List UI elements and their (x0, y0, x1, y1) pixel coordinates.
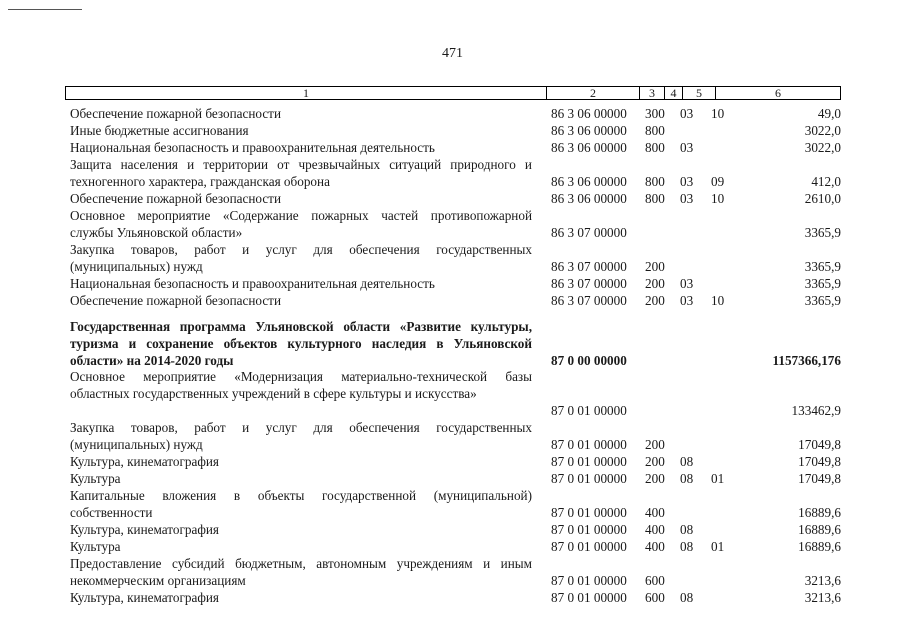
row-code: 86 3 07 00000 (551, 259, 627, 274)
page-number: 471 (442, 46, 463, 61)
row-code: 86 3 06 00000 (551, 191, 627, 206)
row-expense-type: 400 (645, 505, 665, 520)
row-code: 87 0 01 00000 (551, 573, 627, 588)
row-section: 03 (680, 293, 694, 308)
header-col-5: 5 (682, 86, 715, 100)
row-subsection: 10 (711, 191, 725, 206)
row-code: 87 0 01 00000 (551, 471, 627, 486)
row-expense-type: 800 (645, 140, 665, 155)
row-section: 08 (680, 522, 694, 537)
row-description: Основное мероприятие «Модернизация материально-технической базы областных государственных учреждений в сфере культуры и искусства» (70, 369, 532, 401)
row-amount: 17049,8 (798, 454, 841, 469)
row-section: 08 (680, 590, 694, 605)
row-expense-type: 200 (645, 276, 665, 291)
row-code: 87 0 00 00000 (551, 353, 627, 368)
row-description: Защита населения и территории от чрезвычайных ситуаций природного и техногенного характера, гражданская оборона (70, 157, 532, 189)
row-section: 08 (680, 471, 694, 486)
row-expense-type: 200 (645, 293, 665, 308)
row-code: 86 3 07 00000 (551, 225, 627, 240)
row-code: 87 0 01 00000 (551, 437, 627, 452)
row-code: 87 0 01 00000 (551, 454, 627, 469)
row-section: 08 (680, 539, 694, 554)
row-code: 86 3 06 00000 (551, 140, 627, 155)
row-description: Капитальные вложения в объекты государственной (муниципальной) собственности (70, 488, 532, 520)
row-description: Национальная безопасность и правоохранительная деятельность (70, 276, 435, 291)
row-subsection: 10 (711, 293, 725, 308)
row-expense-type: 800 (645, 191, 665, 206)
row-code: 86 3 06 00000 (551, 123, 627, 138)
row-description: Культура, кинематография (70, 454, 219, 469)
row-expense-type: 200 (645, 437, 665, 452)
row-amount: 3022,0 (804, 123, 841, 138)
row-section: 03 (680, 140, 694, 155)
row-description: Закупка товаров, работ и услуг для обеспечения государственных (муниципальных) нужд (70, 242, 532, 274)
row-amount: 3213,6 (804, 590, 841, 605)
row-description: Государственная программа Ульяновской области «Развитие культуры, туризма и сохранение объектов культурного наследия в Ульяновской области» на 2014-2020 годы (70, 319, 532, 368)
row-section: 03 (680, 174, 694, 189)
row-description: Обеспечение пожарной безопасности (70, 106, 282, 121)
row-expense-type: 300 (645, 106, 665, 121)
row-amount: 412,0 (811, 174, 841, 189)
row-code: 87 0 01 00000 (551, 522, 627, 537)
header-col-3: 3 (639, 86, 664, 100)
row-subsection: 01 (711, 539, 725, 554)
row-code: 86 3 07 00000 (551, 293, 627, 308)
header-col-4: 4 (664, 86, 682, 100)
row-expense-type: 600 (645, 573, 665, 588)
row-amount: 3365,9 (804, 276, 841, 291)
row-expense-type: 800 (645, 174, 665, 189)
row-expense-type: 200 (645, 454, 665, 469)
row-subsection: 10 (711, 106, 725, 121)
row-amount: 17049,8 (798, 437, 841, 452)
row-description: Иные бюджетные ассигнования (70, 123, 249, 138)
row-expense-type: 800 (645, 123, 665, 138)
row-amount: 133462,9 (791, 403, 841, 418)
row-code: 86 3 07 00000 (551, 276, 627, 291)
row-expense-type: 400 (645, 539, 665, 554)
row-description: Обеспечение пожарной безопасности (70, 191, 282, 206)
row-expense-type: 600 (645, 590, 665, 605)
row-description: Культура (70, 471, 121, 486)
header-col-1: 1 (65, 86, 546, 100)
row-expense-type: 200 (645, 471, 665, 486)
row-amount: 3022,0 (804, 140, 841, 155)
row-code: 87 0 01 00000 (551, 539, 627, 554)
row-expense-type: 200 (645, 259, 665, 274)
row-amount: 16889,6 (798, 522, 841, 537)
row-description: Культура (70, 539, 121, 554)
row-section: 08 (680, 454, 694, 469)
row-code: 86 3 06 00000 (551, 174, 627, 189)
row-subsection: 09 (711, 174, 725, 189)
row-code: 86 3 06 00000 (551, 106, 627, 121)
row-description: Закупка товаров, работ и услуг для обеспечения государственных (муниципальных) нужд (70, 420, 532, 452)
row-description: Основное мероприятие «Содержание пожарных частей противопожарной службы Ульяновской области» (70, 208, 532, 240)
header-col-6: 6 (715, 86, 841, 100)
row-amount: 3213,6 (804, 573, 841, 588)
row-amount: 17049,8 (798, 471, 841, 486)
row-amount: 1157366,176 (772, 353, 841, 368)
row-amount: 16889,6 (798, 505, 841, 520)
row-code: 87 0 01 00000 (551, 403, 627, 418)
top-rule (8, 9, 82, 10)
row-code: 87 0 01 00000 (551, 590, 627, 605)
row-expense-type: 400 (645, 522, 665, 537)
row-section: 03 (680, 191, 694, 206)
row-description: Культура, кинематография (70, 590, 219, 605)
row-amount: 16889,6 (798, 539, 841, 554)
table-header (65, 86, 841, 100)
row-description: Национальная безопасность и правоохранительная деятельность (70, 140, 435, 155)
row-amount: 3365,9 (804, 293, 841, 308)
row-amount: 2610,0 (804, 191, 841, 206)
row-section: 03 (680, 106, 694, 121)
row-description: Обеспечение пожарной безопасности (70, 293, 282, 308)
row-amount: 3365,9 (804, 259, 841, 274)
row-description: Предоставление субсидий бюджетным, автономным учреждениям и иным некоммерческим организациям (70, 556, 532, 588)
row-amount: 3365,9 (804, 225, 841, 240)
row-section: 03 (680, 276, 694, 291)
header-col-2: 2 (546, 86, 639, 100)
row-subsection: 01 (711, 471, 725, 486)
row-code: 87 0 01 00000 (551, 505, 627, 520)
row-amount: 49,0 (817, 106, 841, 121)
row-description: Культура, кинематография (70, 522, 219, 537)
